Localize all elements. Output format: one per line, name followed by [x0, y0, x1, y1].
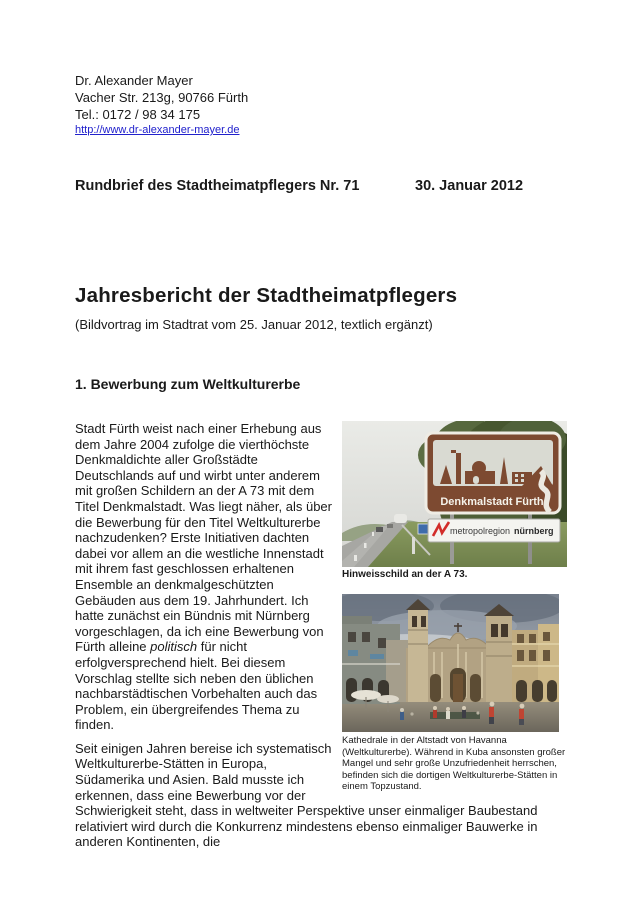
- author-name: Dr. Alexander Mayer: [75, 73, 193, 88]
- havana-cathedral-photo: [342, 594, 559, 732]
- author-website-link[interactable]: http://www.dr-alexander-mayer.de: [75, 124, 240, 136]
- newsletter-date: 30. Januar 2012: [415, 178, 524, 194]
- figure-road-sign: [342, 421, 567, 581]
- section-heading: 1. Bewerbung zum Weltkulturerbe: [75, 376, 301, 392]
- figure-column: [342, 421, 567, 793]
- paragraph-1-text-a: Stadt Fürth weist nach einer Erhebung aus dem Jahre 2004 zufolge die vierthöchste Denkmaldichte aller Großstädte Deutschlands auf und wirbt unter anderem mit großen Schildern an der A 73 mit dem Titel Denkmalstadt. Was liegt näher, als über die Bewerbung für den Titel Weltkulturerbe nachzudenken? Erste Initiativen dachten dabei vor allem an die westliche Innenstadt mit ihrem fast geschlossen erhaltenen Ensemble an denkmalgeschützten Gebäuden aus dem 19. Jahrhundert. Ich hatte zunächst ein Bündnis mit Nürnberg vorgeschlagen, da ich eine Bewerbung von Fürth alleine: [75, 421, 332, 655]
- figure-havana: [342, 594, 567, 793]
- guardrail-post: [412, 537, 415, 554]
- car: [376, 527, 383, 532]
- paragraph-1-italic: politisch: [150, 639, 198, 655]
- author-address: Vacher Str. 213g, 90766 Fürth: [75, 90, 249, 105]
- road-sign-photo: [342, 421, 567, 567]
- car: [387, 524, 393, 528]
- metro-text: metropolregion: [450, 526, 511, 536]
- denkmalstadt-sign: [426, 433, 560, 513]
- truck: [394, 514, 407, 523]
- figure2-caption: Kathedrale in der Altstadt von Havanna (Weltkulturerbe). Während in Kuba ansonsten großer Mangel und sehr große Unzufriedenheit herrschen, befinden sich die dortigen Weltkulturerbe-Stätten in einem Topzustand.: [342, 735, 566, 792]
- page-title: Jahresbericht der Stadtheimatpflegers: [75, 284, 458, 307]
- figure1-caption: Hinweisschild an der A 73.: [342, 569, 468, 580]
- page-subtitle: (Bildvortrag im Stadtrat vom 25. Januar 2012, textlich ergänzt): [75, 317, 433, 332]
- newsletter-line: [75, 178, 635, 194]
- article-body: [75, 421, 567, 850]
- paragraph-1-text-b: für nicht erfolgversprechend hielt. Bei diesem Vorschlag stellte sich neben den üblichen nachbarstädtischen Vorbehalten auch das Problem, ein übergreifendes Thema zu finden.: [75, 639, 318, 733]
- newsletter-title: Rundbrief des Stadtheimatpflegers Nr. 71: [75, 178, 360, 194]
- metro-text-bold: nürnberg: [514, 526, 554, 536]
- author-phone: Tel.: 0172 / 98 34 175: [75, 107, 201, 122]
- letterhead: [75, 72, 635, 138]
- right-buildings: [512, 624, 559, 702]
- metropolregion-sign: [428, 519, 560, 542]
- paragraph-2: Seit einigen Jahren bereise ich systematisch Weltkulturerbe-Stätten in Europa, Südamerika und Asien. Bald musste ich erkennen, dass eine Bewerbung vor der Schwierigkeit steht, dass in weltweiter Perspektive unser einmaliger Baubestand relativiert wird durch die Konkurrenz mindestens ebenso einmaliger Bauwerke in anderen Kontinenten, die: [75, 740, 538, 850]
- sign-title-text: Denkmalstadt Fürth: [440, 496, 544, 508]
- left-buildings: [342, 616, 410, 704]
